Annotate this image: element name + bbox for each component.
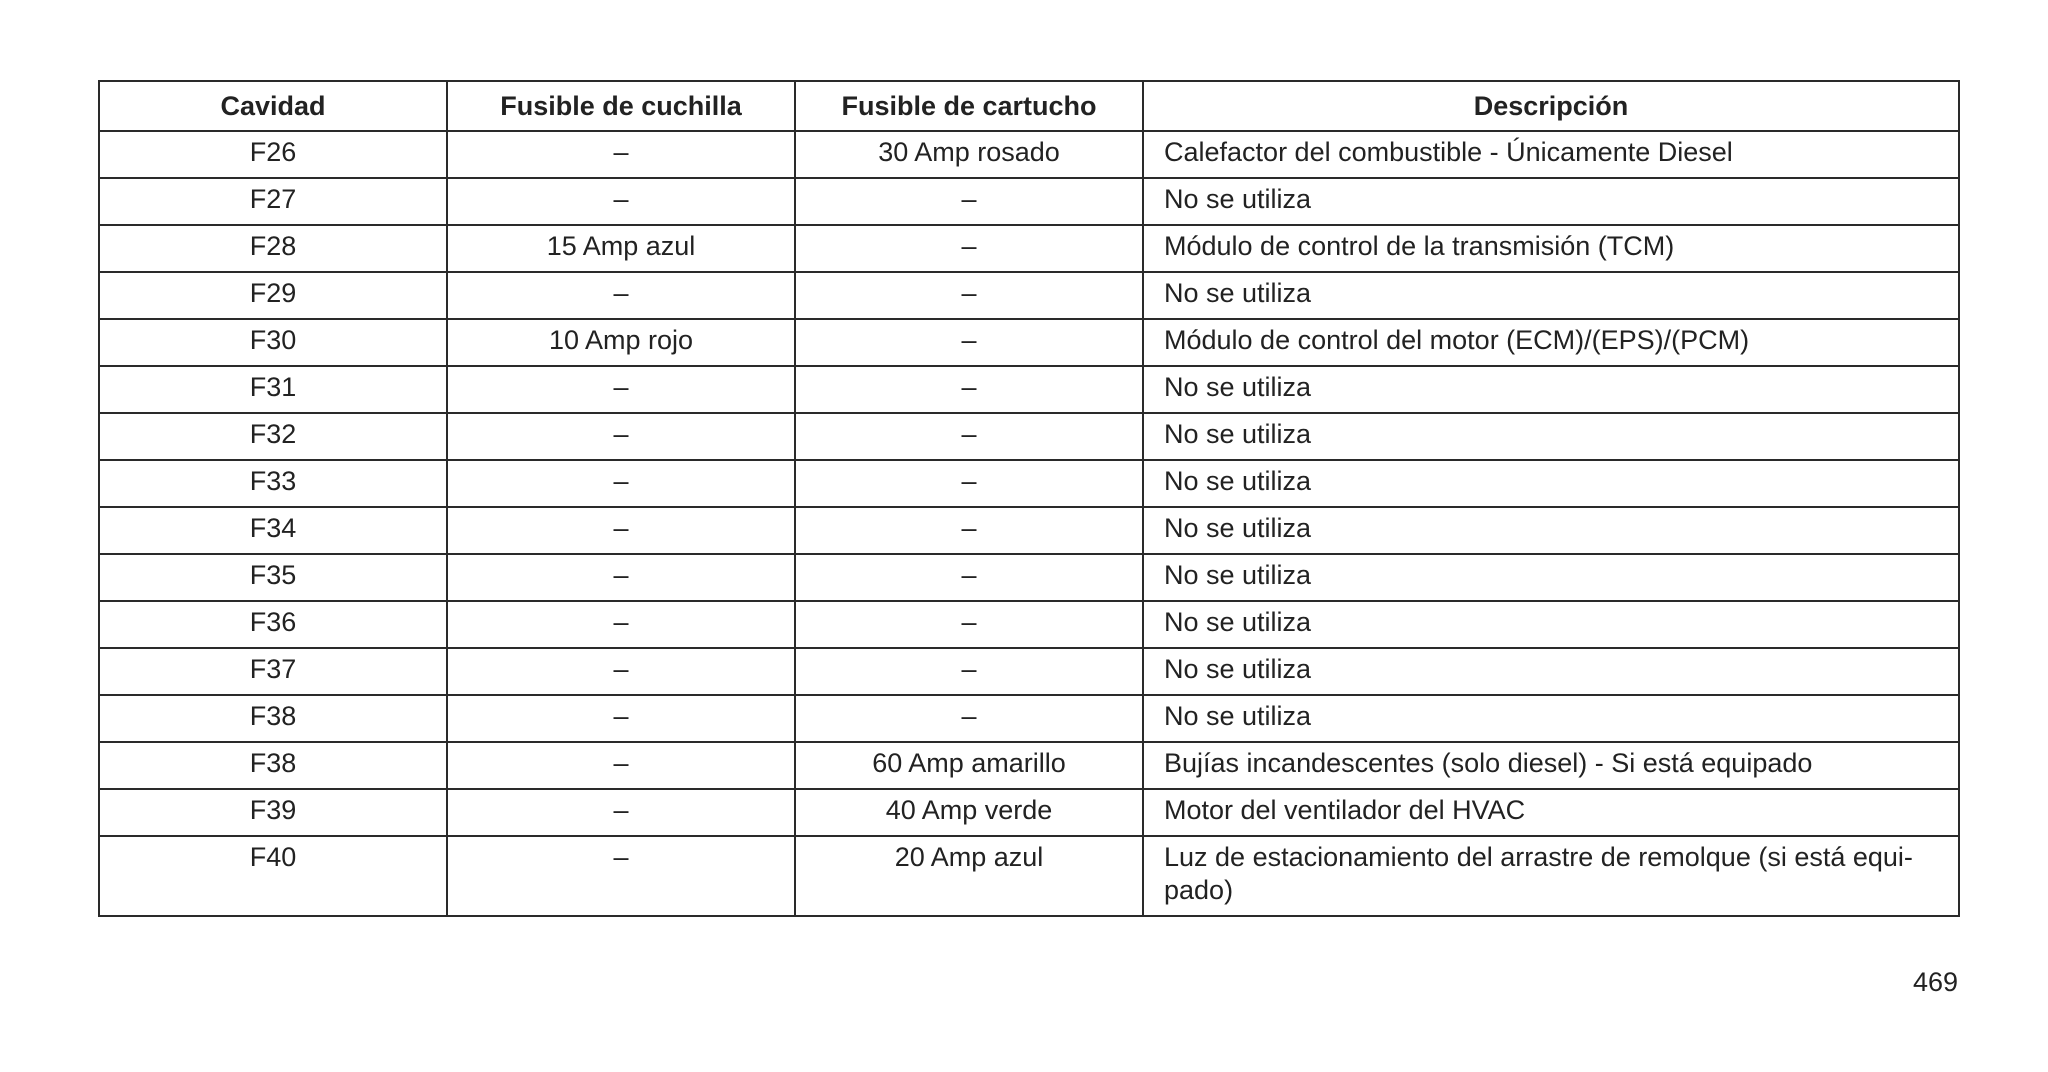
cell-fusible-cartucho: – bbox=[795, 460, 1143, 507]
table-row bbox=[99, 695, 1959, 742]
table-row bbox=[99, 178, 1959, 225]
cell-cavidad: F38 bbox=[99, 695, 447, 742]
cell-descripcion: Módulo de control de la transmisión (TCM) bbox=[1143, 225, 1959, 272]
cell-cavidad: F27 bbox=[99, 178, 447, 225]
cell-descripcion: No se utiliza bbox=[1143, 601, 1959, 648]
table-header-row bbox=[99, 81, 1959, 131]
cell-descripcion: No se utiliza bbox=[1143, 413, 1959, 460]
table-row bbox=[99, 131, 1959, 178]
cell-fusible-cuchilla: – bbox=[447, 648, 795, 695]
cell-fusible-cuchilla: – bbox=[447, 836, 795, 916]
cell-cavidad: F26 bbox=[99, 131, 447, 178]
cell-fusible-cartucho: 60 Amp amarillo bbox=[795, 742, 1143, 789]
cell-descripcion: No se utiliza bbox=[1143, 695, 1959, 742]
cell-fusible-cartucho: – bbox=[795, 272, 1143, 319]
cell-descripcion: No se utiliza bbox=[1143, 648, 1959, 695]
cell-fusible-cuchilla: – bbox=[447, 131, 795, 178]
table-row bbox=[99, 272, 1959, 319]
cell-descripcion: Luz de estacionamiento del arrastre de remolque (si está equi-pado) bbox=[1143, 836, 1959, 916]
cell-fusible-cartucho: 20 Amp azul bbox=[795, 836, 1143, 916]
cell-fusible-cartucho: – bbox=[795, 507, 1143, 554]
cell-cavidad: F35 bbox=[99, 554, 447, 601]
cell-fusible-cuchilla: – bbox=[447, 507, 795, 554]
cell-fusible-cartucho: – bbox=[795, 413, 1143, 460]
cell-descripcion: No se utiliza bbox=[1143, 507, 1959, 554]
column-header-fusible-cartucho: Fusible de cartucho bbox=[795, 81, 1143, 131]
cell-cavidad: F36 bbox=[99, 601, 447, 648]
page-number: 469 bbox=[1912, 967, 1958, 997]
cell-fusible-cartucho: 40 Amp verde bbox=[795, 789, 1143, 836]
cell-fusible-cartucho: – bbox=[795, 366, 1143, 413]
cell-fusible-cuchilla: – bbox=[447, 601, 795, 648]
cell-descripcion: Bujías incandescentes (solo diesel) - Si está equipado bbox=[1143, 742, 1959, 789]
cell-cavidad: F29 bbox=[99, 272, 447, 319]
cell-cavidad: F39 bbox=[99, 789, 447, 836]
cell-cavidad: F30 bbox=[99, 319, 447, 366]
table-row bbox=[99, 836, 1959, 916]
table-row bbox=[99, 507, 1959, 554]
cell-descripcion: Módulo de control del motor (ECM)/(EPS)/(PCM) bbox=[1143, 319, 1959, 366]
cell-fusible-cuchilla: 15 Amp azul bbox=[447, 225, 795, 272]
table-row bbox=[99, 460, 1959, 507]
cell-cavidad: F28 bbox=[99, 225, 447, 272]
cell-fusible-cartucho: – bbox=[795, 695, 1143, 742]
cell-fusible-cuchilla: 10 Amp rojo bbox=[447, 319, 795, 366]
cell-fusible-cartucho: – bbox=[795, 554, 1143, 601]
column-header-cavidad: Cavidad bbox=[99, 81, 447, 131]
cell-fusible-cuchilla: – bbox=[447, 460, 795, 507]
cell-descripcion: No se utiliza bbox=[1143, 366, 1959, 413]
cell-cavidad: F38 bbox=[99, 742, 447, 789]
cell-cavidad: F31 bbox=[99, 366, 447, 413]
cell-fusible-cuchilla: – bbox=[447, 742, 795, 789]
cell-cavidad: F40 bbox=[99, 836, 447, 916]
cell-fusible-cartucho: 30 Amp rosado bbox=[795, 131, 1143, 178]
column-header-fusible-cuchilla: Fusible de cuchilla bbox=[447, 81, 795, 131]
table-row bbox=[99, 648, 1959, 695]
cell-fusible-cartucho: – bbox=[795, 601, 1143, 648]
fuse-table bbox=[98, 80, 1960, 917]
cell-fusible-cuchilla: – bbox=[447, 554, 795, 601]
table-row bbox=[99, 319, 1959, 366]
table-row bbox=[99, 554, 1959, 601]
table-row bbox=[99, 601, 1959, 648]
table-row bbox=[99, 366, 1959, 413]
cell-fusible-cuchilla: – bbox=[447, 789, 795, 836]
cell-fusible-cartucho: – bbox=[795, 178, 1143, 225]
cell-descripcion: No se utiliza bbox=[1143, 554, 1959, 601]
cell-fusible-cuchilla: – bbox=[447, 695, 795, 742]
cell-fusible-cartucho: – bbox=[795, 225, 1143, 272]
cell-descripcion: Motor del ventilador del HVAC bbox=[1143, 789, 1959, 836]
cell-cavidad: F34 bbox=[99, 507, 447, 554]
cell-descripcion: No se utiliza bbox=[1143, 460, 1959, 507]
cell-fusible-cartucho: – bbox=[795, 648, 1143, 695]
table-row bbox=[99, 789, 1959, 836]
cell-fusible-cuchilla: – bbox=[447, 366, 795, 413]
column-header-descripcion: Descripción bbox=[1143, 81, 1959, 131]
cell-cavidad: F32 bbox=[99, 413, 447, 460]
cell-descripcion: No se utiliza bbox=[1143, 272, 1959, 319]
cell-cavidad: F33 bbox=[99, 460, 447, 507]
cell-fusible-cartucho: – bbox=[795, 319, 1143, 366]
table-row bbox=[99, 413, 1959, 460]
cell-fusible-cuchilla: – bbox=[447, 178, 795, 225]
cell-descripcion: No se utiliza bbox=[1143, 178, 1959, 225]
cell-descripcion: Calefactor del combustible - Únicamente Diesel bbox=[1143, 131, 1959, 178]
cell-cavidad: F37 bbox=[99, 648, 447, 695]
cell-fusible-cuchilla: – bbox=[447, 272, 795, 319]
cell-fusible-cuchilla: – bbox=[447, 413, 795, 460]
table-row bbox=[99, 225, 1959, 272]
table-row bbox=[99, 742, 1959, 789]
